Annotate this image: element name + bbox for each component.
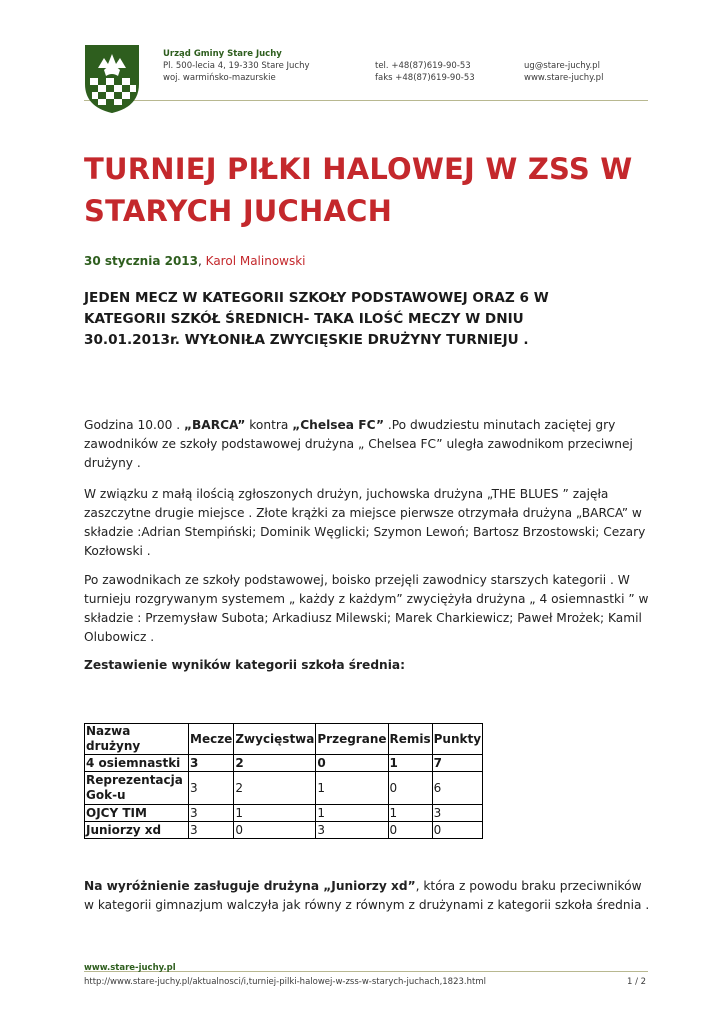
table-row xyxy=(85,822,483,839)
header-cell: Remis xyxy=(388,724,432,755)
table-cell: 0 xyxy=(316,755,388,772)
phone-block xyxy=(375,60,475,84)
table-cell: 2 xyxy=(234,772,316,805)
org-region: woj. warmińsko-mazurskie xyxy=(163,73,276,83)
table-cell: 3 xyxy=(316,822,388,839)
table-cell: 2 xyxy=(234,755,316,772)
table-cell: 1 xyxy=(234,805,316,822)
table-cell: 1 xyxy=(388,805,432,822)
org-name: Urząd Gminy Stare Juchy xyxy=(163,49,282,59)
table-row xyxy=(85,755,483,772)
paragraph-5 xyxy=(84,877,650,915)
article-date: 30 stycznia 2013 xyxy=(84,254,199,268)
header-cell: Przegrane xyxy=(316,724,388,755)
table-cell: 3 xyxy=(189,772,234,805)
paragraph-2: W związku z małą ilością zgłoszonych drużyn, juchowska drużyna „THE BLUES ” zajęła zaszczytne drugie miejsce . Złote krążki za miejsce pierwsze otrzymała drużyna „BARCA” w składzie :Adrian Stempiński; Dominik Węglicki; Szymon Lewoń; Bartosz Brzostowski; Cezary Kozłowski . xyxy=(84,487,646,558)
org-address: Pl. 500-lecia 4, 19-330 Stare Juchy xyxy=(163,61,310,71)
table-cell: 0 xyxy=(388,822,432,839)
table-cell: 3 xyxy=(189,755,234,772)
footer-site[interactable]: www.stare-juchy.pl xyxy=(84,963,176,973)
header-cell: Nazwa drużyny xyxy=(85,724,189,755)
table-cell: 3 xyxy=(432,805,482,822)
results-table xyxy=(84,723,483,839)
table-cell: 4 osiemnastki xyxy=(85,755,189,772)
table-header-row xyxy=(85,724,483,755)
web-block xyxy=(524,60,603,84)
paragraph-3: Po zawodnikach ze szkoły podstawowej, boisko przejęli zawodnicy starszych kategorii . W turnieju rozgrywanym systemem „ każdy z każdym” zwyciężyła drużyna „ 4 osiemnastki ” w składzie : Przemysław Subota; Arkadiusz Milewski; Marek Charkiewicz; Paweł Mrożek; Kamil Olubowicz . xyxy=(84,573,649,644)
table-cell: OJCY TIM xyxy=(85,805,189,822)
table-cell: 7 xyxy=(432,755,482,772)
p1-rest: .Po dwudziestu minutach zaciętej gry zawodników ze szkoły podstawowej drużyna „ Chelsea FC” uległa zawodnikom przeciwnej drużyny . xyxy=(84,418,633,470)
article-author: Karol Malinowski xyxy=(205,254,306,268)
table-cell: 3 xyxy=(189,805,234,822)
org-block xyxy=(163,48,310,84)
article-title: TURNIEJ PIŁKI HALOWEJ W ZSS W STARYCH JUCHACH xyxy=(84,152,633,228)
table-cell: 1 xyxy=(388,755,432,772)
p1-team-a: „BARCA” xyxy=(184,418,246,432)
p5-rest: , która z powodu braku przeciwników w kategorii gimnazjum walczyła jak równy z równym z drużynami z kategorii szkoła średnia . xyxy=(84,879,650,912)
table-row xyxy=(85,805,483,822)
p1-time: Godzina 10.00 . xyxy=(84,418,184,432)
article-meta xyxy=(84,254,306,268)
table-cell: Reprezentacja Gok-u xyxy=(85,772,189,805)
table-cell: 6 xyxy=(432,772,482,805)
results-heading: Zestawienie wyników kategorii szkoła średnia: xyxy=(84,658,406,672)
article-lead: JEDEN MECZ W KATEGORII SZKOŁY PODSTAWOWEJ ORAZ 6 W KATEGORII SZKÓŁ ŚREDNICH- TAKA ILOŚĆ MECZY W DNIU 30.01.2013r. WYŁONIŁA ZWYCIĘSKIE DRUŻYNY TURNIEJU . xyxy=(84,290,549,348)
email-link[interactable]: ug@stare-juchy.pl xyxy=(524,61,600,71)
table-row xyxy=(85,772,483,805)
coat-of-arms-icon xyxy=(84,44,140,114)
page-number: 1 / 2 xyxy=(627,977,647,987)
table-cell: 0 xyxy=(388,772,432,805)
paragraph-1 xyxy=(84,416,650,473)
header-cell: Punkty xyxy=(432,724,482,755)
table-cell: 0 xyxy=(432,822,482,839)
table-cell: 1 xyxy=(316,805,388,822)
website-link[interactable]: www.stare-juchy.pl xyxy=(524,73,604,83)
footer-url[interactable]: http://www.stare-juchy.pl/aktualnosci/i,turniej-pilki-halowej-w-zss-w-starych-juchach,1823.html xyxy=(84,977,486,987)
table-cell: 1 xyxy=(316,772,388,805)
p1-vs: kontra xyxy=(245,418,293,432)
meta-separator: , xyxy=(198,254,202,268)
p5-highlight: Na wyróżnienie zasługuje drużyna „Juniorzy xd” xyxy=(84,879,416,893)
letterhead xyxy=(84,44,648,101)
header-cell: Mecze xyxy=(189,724,234,755)
fax: faks +48(87)619-90-53 xyxy=(375,73,475,83)
header-cell: Zwycięstwa xyxy=(234,724,316,755)
table-cell: 3 xyxy=(189,822,234,839)
p1-team-b: „Chelsea FC” xyxy=(292,418,384,432)
table-cell: Juniorzy xd xyxy=(85,822,189,839)
phone: tel. +48(87)619-90-53 xyxy=(375,61,471,71)
table-cell: 0 xyxy=(234,822,316,839)
